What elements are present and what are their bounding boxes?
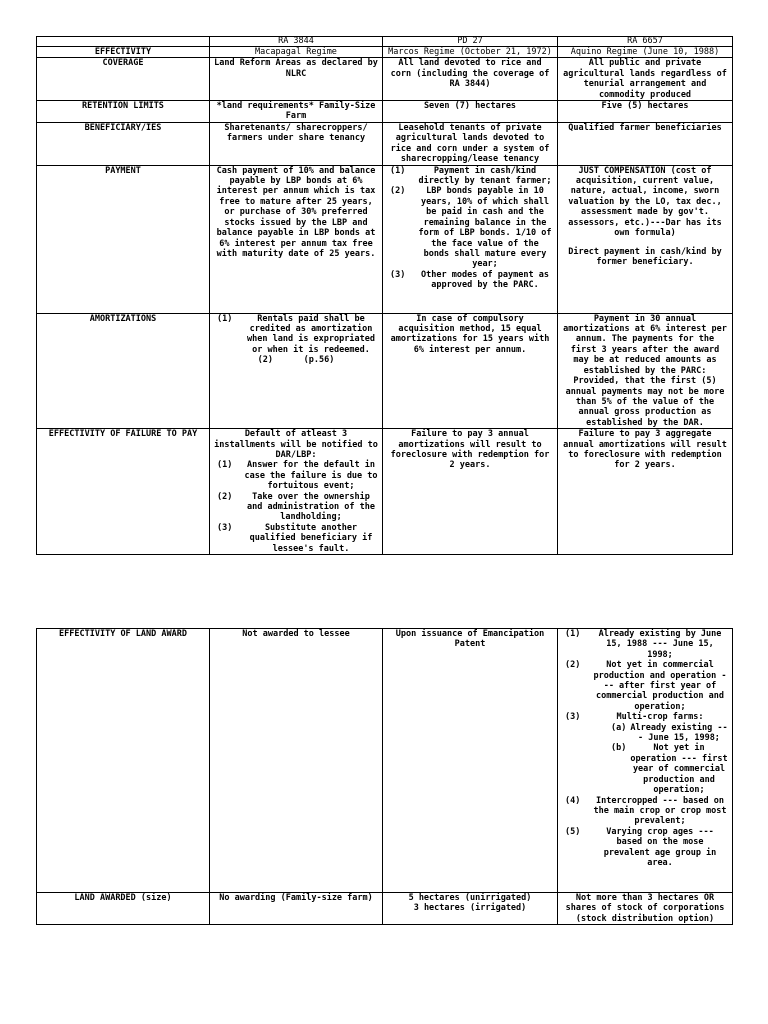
row-label: COVERAGE [37, 58, 210, 101]
cell-ra3844: *land requirements* Family-Size Farm [210, 101, 383, 123]
cell-ra6657: All public and private agricultural lands regardless of tenurial arrangement and commodity produced [558, 58, 733, 101]
cell-pd27 [383, 893, 558, 925]
cell-ra6657 [558, 629, 733, 893]
cell-ra6657: Five (5) hectares [558, 101, 733, 123]
table-row-effectivity [37, 47, 733, 58]
list-item: (1) Payment in cash/kind directly by tenant farmer; [390, 165, 552, 187]
default-remedies-list [213, 460, 379, 554]
list-item: (2) (p.56) [257, 355, 335, 366]
cell-pd27: In case of compulsory acquisition method, 15 equal amortizations for 15 years with 6% interest per annum. [383, 313, 558, 428]
row-label: RETENTION LIMITS [37, 101, 210, 123]
table-row-land-awarded-size [37, 893, 733, 925]
cell-ra6657: Qualified farmer beneficiaries [558, 123, 733, 166]
cell-pd27 [383, 165, 558, 313]
list-item: (3) Multi-crop farms: [565, 712, 704, 723]
list-item: (2) Take over the ownership and administration of the landholding; [217, 491, 375, 523]
cell-pd27: All land devoted to rice and corn (including the coverage of RA 3844) [383, 58, 558, 101]
irrigated-size: 3 hectares (irrigated) [413, 903, 527, 914]
list-item: (5) Varying crop ages --- based on the mose prevalent age group in area. [565, 826, 717, 868]
cell-ra3844: No awarding (Family-size farm) [210, 893, 383, 925]
cell-ra3844: Land Reform Areas as declared by NLRC [210, 58, 383, 101]
header-cell-ra3844: RA 3844 [210, 37, 383, 47]
row-label: EFFECTIVITY [37, 47, 210, 58]
row-label: BENEFICIARY/IES [37, 123, 210, 166]
default-intro-text: Default of atleast 3 installments will be notified to DAR/LBP: [214, 429, 378, 460]
table-row-effectivity-of-land-award [37, 629, 733, 893]
list-item: (3) Substitute another qualified beneficiary if lessee's fault. [217, 522, 373, 554]
direct-payment-text: Direct payment in cash/kind by former beneficiary. [568, 246, 722, 267]
cell-ra6657: Aquino Regime (June 10, 1988) [558, 47, 733, 58]
cell-ra6657 [558, 165, 733, 313]
table-row-retention-limits [37, 101, 733, 123]
header-cell-ra6657: RA 6657 [558, 37, 733, 47]
cell-ra3844: Macapagal Regime [210, 47, 383, 58]
row-label: AMORTIZATIONS [37, 313, 210, 428]
header-cell-empty [37, 37, 210, 47]
row-label: LAND AWARDED (size) [37, 893, 210, 925]
cell-ra3844 [210, 313, 383, 428]
payment-modes-list [386, 166, 554, 291]
list-item: (2) Not yet in commercial production and operation --- after first year of commercial production and operation; [565, 660, 727, 712]
amortization-list [213, 314, 379, 356]
cell-pd27: Failure to pay 3 annual amortizations will result to foreclosure with redemption for 2 years. [383, 429, 558, 555]
land-award-list [561, 629, 729, 868]
table-header-row [37, 37, 733, 47]
table-row-payment [37, 165, 733, 313]
list-item: (1) Rentals paid shall be credited as amortization when land is expropriated or when it is redeemed. [217, 313, 375, 355]
cell-pd27: Seven (7) hectares [383, 101, 558, 123]
cell-ra3844: Cash payment of 10% and balance payable by LBP bonds at 6% interest per annum which is tax free to mature after 25 years, or purchase of 30% preferred stocks issued by the LBP and balance payable in LBP bonds at 6% interest per annum tax free with maturity date of 25 years. [210, 165, 383, 313]
unirrigated-size: 5 hectares (unirrigated) [408, 893, 532, 903]
header-cell-pd27: PD 27 [383, 37, 558, 47]
just-compensation-text: JUST COMPENSATION (cost of acquisition, current value, nature, actual, income, sworn valuation by the LO, tax dec., assessment made by gov't. assessors, etc.)---Dar has its own formula) [568, 165, 722, 239]
list-item: (2) LBP bonds payable in 10 years, 10% of which shall be paid in cash and the remaining balance in the form of LBP bonds. 1/10 of the face value of the bonds shall mature every year; [390, 186, 552, 270]
row-label: EFFECTIVITY OF FAILURE TO PAY [37, 429, 210, 555]
table-row-beneficiaries [37, 123, 733, 166]
table-row-amortizations [37, 313, 733, 428]
cell-ra3844 [210, 429, 383, 555]
list-item: (a) Already existing --- June 15, 1998; [611, 722, 728, 744]
cell-ra6657: Payment in 30 annual amortizations at 6% interest per annum. The payments for the first 3 years after the award may be at reduced amounts as established by the PARC: Provided, that the first (5) annual payments may not be more than 5% of the value of the annual gross production as established by the DAR. [558, 313, 733, 428]
cell-ra6657: Failure to pay 3 aggregate annual amortizations will result to foreclosure with redemption for 2 years. [558, 429, 733, 555]
cell-ra6657: Not more than 3 hectares OR shares of stock of corporations (stock distribution option) [558, 893, 733, 925]
cell-ra3844: Not awarded to lessee [210, 629, 383, 893]
cell-ra3844: Sharetenants/ sharecroppers/ farmers under share tenancy [210, 123, 383, 166]
list-item: (b) Not yet in operation --- first year of commercial production and operation; [611, 743, 728, 796]
list-item: (4) Intercropped --- based on the main crop or crop most prevalent; [565, 795, 727, 827]
cell-pd27: Marcos Regime (October 21, 1972) [383, 47, 558, 58]
table-row-failure-to-pay [37, 429, 733, 555]
land-award-table [36, 628, 733, 925]
row-label: PAYMENT [37, 165, 210, 313]
table-row-coverage [37, 58, 733, 101]
list-item: (1) Already existing by June 15, 1988 --- June 15, 1998; [565, 629, 722, 660]
cell-pd27: Leasehold tenants of private agricultural lands devoted to rice and corn under a system of sharecropping/lease tenancy [383, 123, 558, 166]
list-item: (1) Answer for the default in case the failure is due to fortuitous event; [217, 460, 378, 492]
cell-pd27: Upon issuance of Emancipation Patent [383, 629, 558, 893]
land-reform-comparison-table [36, 36, 733, 555]
list-item: (3) Other modes of payment as approved by the PARC. [390, 269, 549, 291]
row-label: EFFECTIVITY OF LAND AWARD [37, 629, 210, 893]
